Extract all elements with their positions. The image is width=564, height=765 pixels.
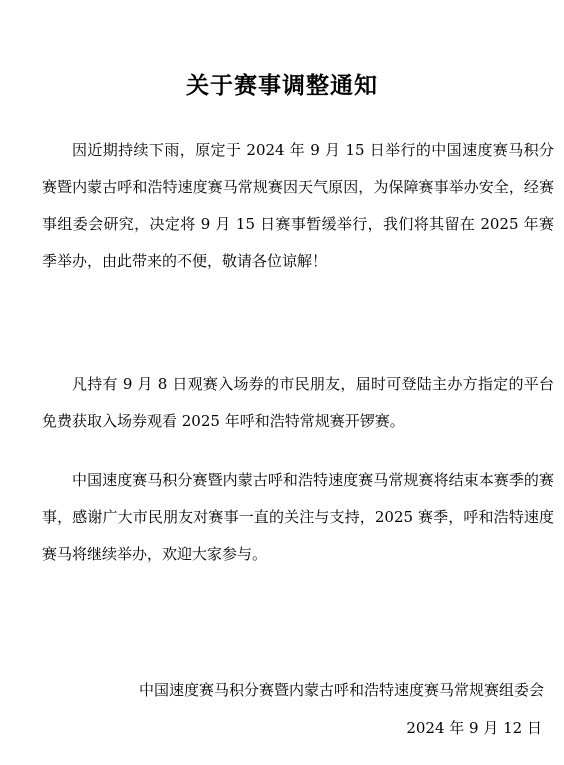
signature-organization: 中国速度赛马积分赛暨内蒙古呼和浩特速度赛马常规赛组委会 xyxy=(138,681,544,699)
signature-date: 2024 年 9 月 12 日 xyxy=(406,719,542,737)
notice-paragraph-3: 中国速度赛马积分赛暨内蒙古呼和浩特速度赛马常规赛将结束本赛季的赛事，感谢广大市民朋友对赛事一直的关注与支持，2025 赛季，呼和浩特速度赛马将继续举办，欢迎大家参与。 xyxy=(42,471,554,563)
notice-paragraph-1: 因近期持续下雨，原定于 2024 年 9 月 15 日举行的中国速度赛马积分赛暨内蒙古呼和浩特速度赛马常规赛因天气原因，为保障赛事举办安全，经赛事组委会研究，决定将 9 月 15 日赛事暂缓举行，我们将其留在 2025 年赛季举办，由此带来的不便，敬请各位谅解！ xyxy=(42,141,554,270)
notice-paragraph-2: 凡持有 9 月 8 日观赛入场券的市民朋友，届时可登陆主办方指定的平台免费获取入场券观看 2025 年呼和浩特常规赛开锣赛。 xyxy=(42,375,554,430)
notice-title: 关于赛事调整通知 xyxy=(186,72,378,99)
